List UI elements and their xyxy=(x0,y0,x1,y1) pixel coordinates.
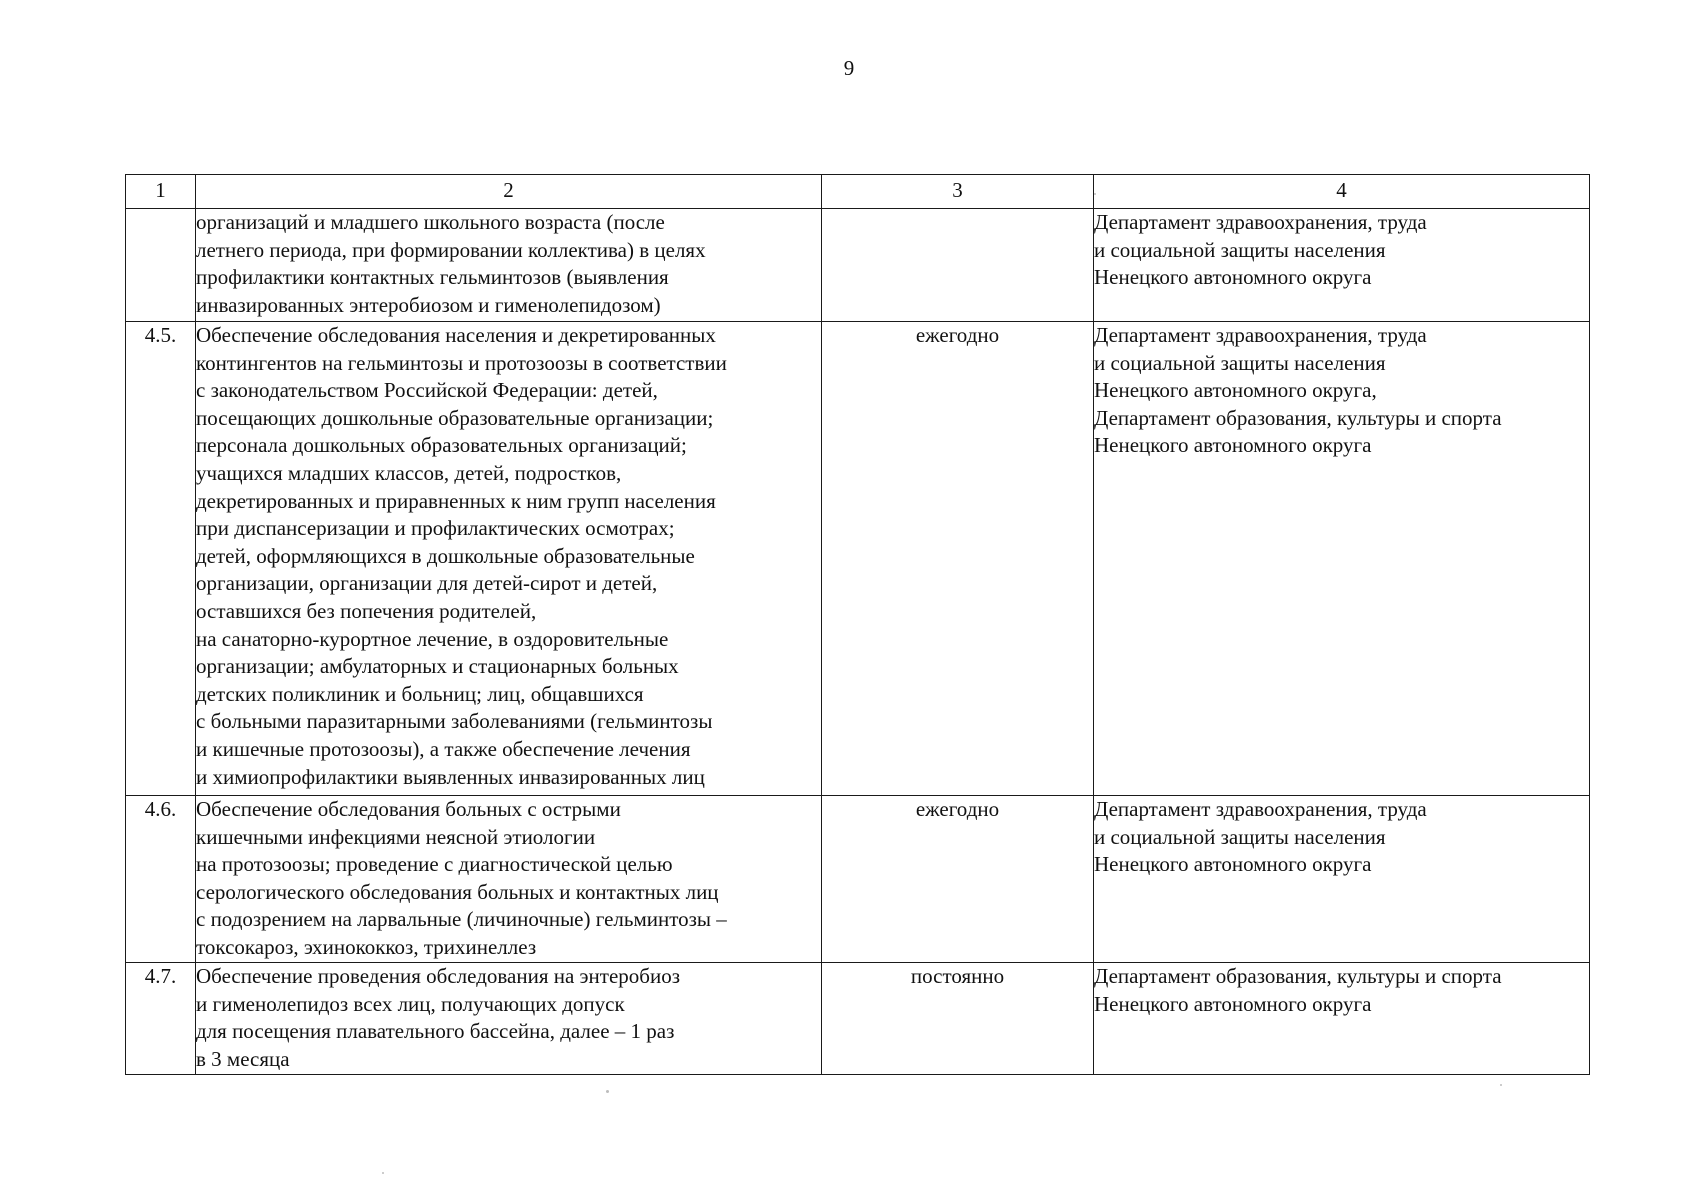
activity-line: организации; амбулаторных и стационарных больных xyxy=(196,654,679,679)
activity-line: профилактики контактных гельминтозов (выявления xyxy=(196,265,669,290)
header-cell: 2 xyxy=(196,175,822,209)
row-number-cell: 4.6. xyxy=(126,796,196,963)
responsible-line: и социальной защиты населения xyxy=(1094,237,1386,262)
responsible-line: Департамент здравоохранения, труда xyxy=(1094,797,1427,821)
activity-line: Обеспечение проведения обследования на энтеробиоз xyxy=(196,964,681,988)
activity-line: токсокароз, эхинококкоз, трихинеллез xyxy=(196,934,537,959)
activity-line: контингентов на гельминтозы и протозоозы в соответствии xyxy=(196,350,727,375)
table-row xyxy=(126,209,1590,322)
activity-line: летнего периода, при формировании коллектива) в целях xyxy=(196,237,706,262)
scan-speck xyxy=(382,1172,384,1174)
activity-line: инвазированных энтеробиозом и гименолепидозом) xyxy=(196,292,661,317)
header-cell: 4 xyxy=(1094,175,1590,209)
activity-line: для посещения плавательного бассейна, далее – 1 раз xyxy=(196,1019,675,1044)
row-number-cell xyxy=(126,209,196,322)
responsible-line: Департамент образования, культуры и спорта xyxy=(1094,964,1502,988)
scan-speck xyxy=(1094,193,1096,195)
responsible-cell xyxy=(1094,796,1590,963)
responsible-cell xyxy=(1094,209,1590,322)
row-number-cell: 4.7. xyxy=(126,963,196,1075)
activity-line: и гименолепидоз всех лиц, получающих допуск xyxy=(196,991,625,1016)
activity-line: декретированных и приравненных к ним групп населения xyxy=(196,488,716,513)
table-header-row xyxy=(126,175,1590,209)
activity-cell xyxy=(196,209,822,322)
activity-line: учащихся младших классов, детей, подростков, xyxy=(196,460,622,485)
activity-line: оставшихся без попечения родителей, xyxy=(196,598,537,623)
activity-line: с законодательством Российской Федерации: детей, xyxy=(196,378,658,403)
activity-line: на протозоозы; проведение с диагностической целью xyxy=(196,852,673,877)
responsible-line: Ненецкого автономного округа, xyxy=(1094,378,1377,403)
activity-line: персонала дошкольных образовательных организаций; xyxy=(196,433,687,458)
responsible-cell xyxy=(1094,322,1590,796)
scan-speck xyxy=(1500,1084,1502,1086)
activity-cell xyxy=(196,963,822,1075)
activity-line: с подозрением на ларвальные (личиночные) гельминтозы – xyxy=(196,907,727,932)
header-cell: 1 xyxy=(126,175,196,209)
period-cell: ежегодно xyxy=(822,796,1094,963)
responsible-line: Ненецкого автономного округа xyxy=(1094,991,1372,1016)
activity-line: кишечными инфекциями неясной этиологии xyxy=(196,824,596,849)
activity-line: Обеспечение обследования населения и декретированных xyxy=(196,323,716,347)
activity-line: и кишечные протозоозы), а также обеспечение лечения xyxy=(196,736,691,761)
activity-cell xyxy=(196,796,822,963)
responsible-line: Ненецкого автономного округа xyxy=(1094,433,1372,458)
activity-line: детских поликлиник и больниц; лиц, общавшихся xyxy=(196,681,644,706)
responsible-cell xyxy=(1094,963,1590,1075)
table-row xyxy=(126,796,1590,963)
activity-line: детей, оформляющихся в дошкольные образовательные xyxy=(196,543,695,568)
table-row xyxy=(126,963,1590,1075)
table-row xyxy=(126,322,1590,796)
activity-line: серологического обследования больных и контактных лиц xyxy=(196,879,719,904)
measures-table xyxy=(125,174,1590,1075)
activity-line: и химиопрофилактики выявленных инвазированных лиц xyxy=(196,764,705,789)
page-number: 9 xyxy=(843,56,855,80)
activity-line: организации, организации для детей-сирот и детей, xyxy=(196,571,658,596)
responsible-line: Департамент образования, культуры и спорта xyxy=(1094,405,1502,430)
period-cell: ежегодно xyxy=(822,322,1094,796)
activity-line: в 3 месяца xyxy=(196,1046,290,1071)
responsible-line: и социальной защиты населения xyxy=(1094,350,1386,375)
responsible-line: Департамент здравоохранения, труда xyxy=(1094,323,1427,347)
scan-speck xyxy=(606,1090,609,1093)
responsible-line: и социальной защиты населения xyxy=(1094,824,1386,849)
period-cell: постоянно xyxy=(822,963,1094,1075)
activity-line: посещающих дошкольные образовательные организации; xyxy=(196,405,714,430)
activity-line: с больными паразитарными заболеваниями (гельминтозы xyxy=(196,709,713,734)
responsible-line: Ненецкого автономного округа xyxy=(1094,265,1372,290)
activity-line: Обеспечение обследования больных с острыми xyxy=(196,797,621,821)
header-cell: 3 xyxy=(822,175,1094,209)
activity-line: организаций и младшего школьного возраста (после xyxy=(196,210,665,234)
row-number-cell: 4.5. xyxy=(126,322,196,796)
activity-cell xyxy=(196,322,822,796)
period-cell xyxy=(822,209,1094,322)
activity-line: при диспансеризации и профилактических осмотрах; xyxy=(196,516,675,541)
responsible-line: Департамент здравоохранения, труда xyxy=(1094,210,1427,234)
activity-line: на санаторно-курортное лечение, в оздоровительные xyxy=(196,626,669,651)
responsible-line: Ненецкого автономного округа xyxy=(1094,852,1372,877)
